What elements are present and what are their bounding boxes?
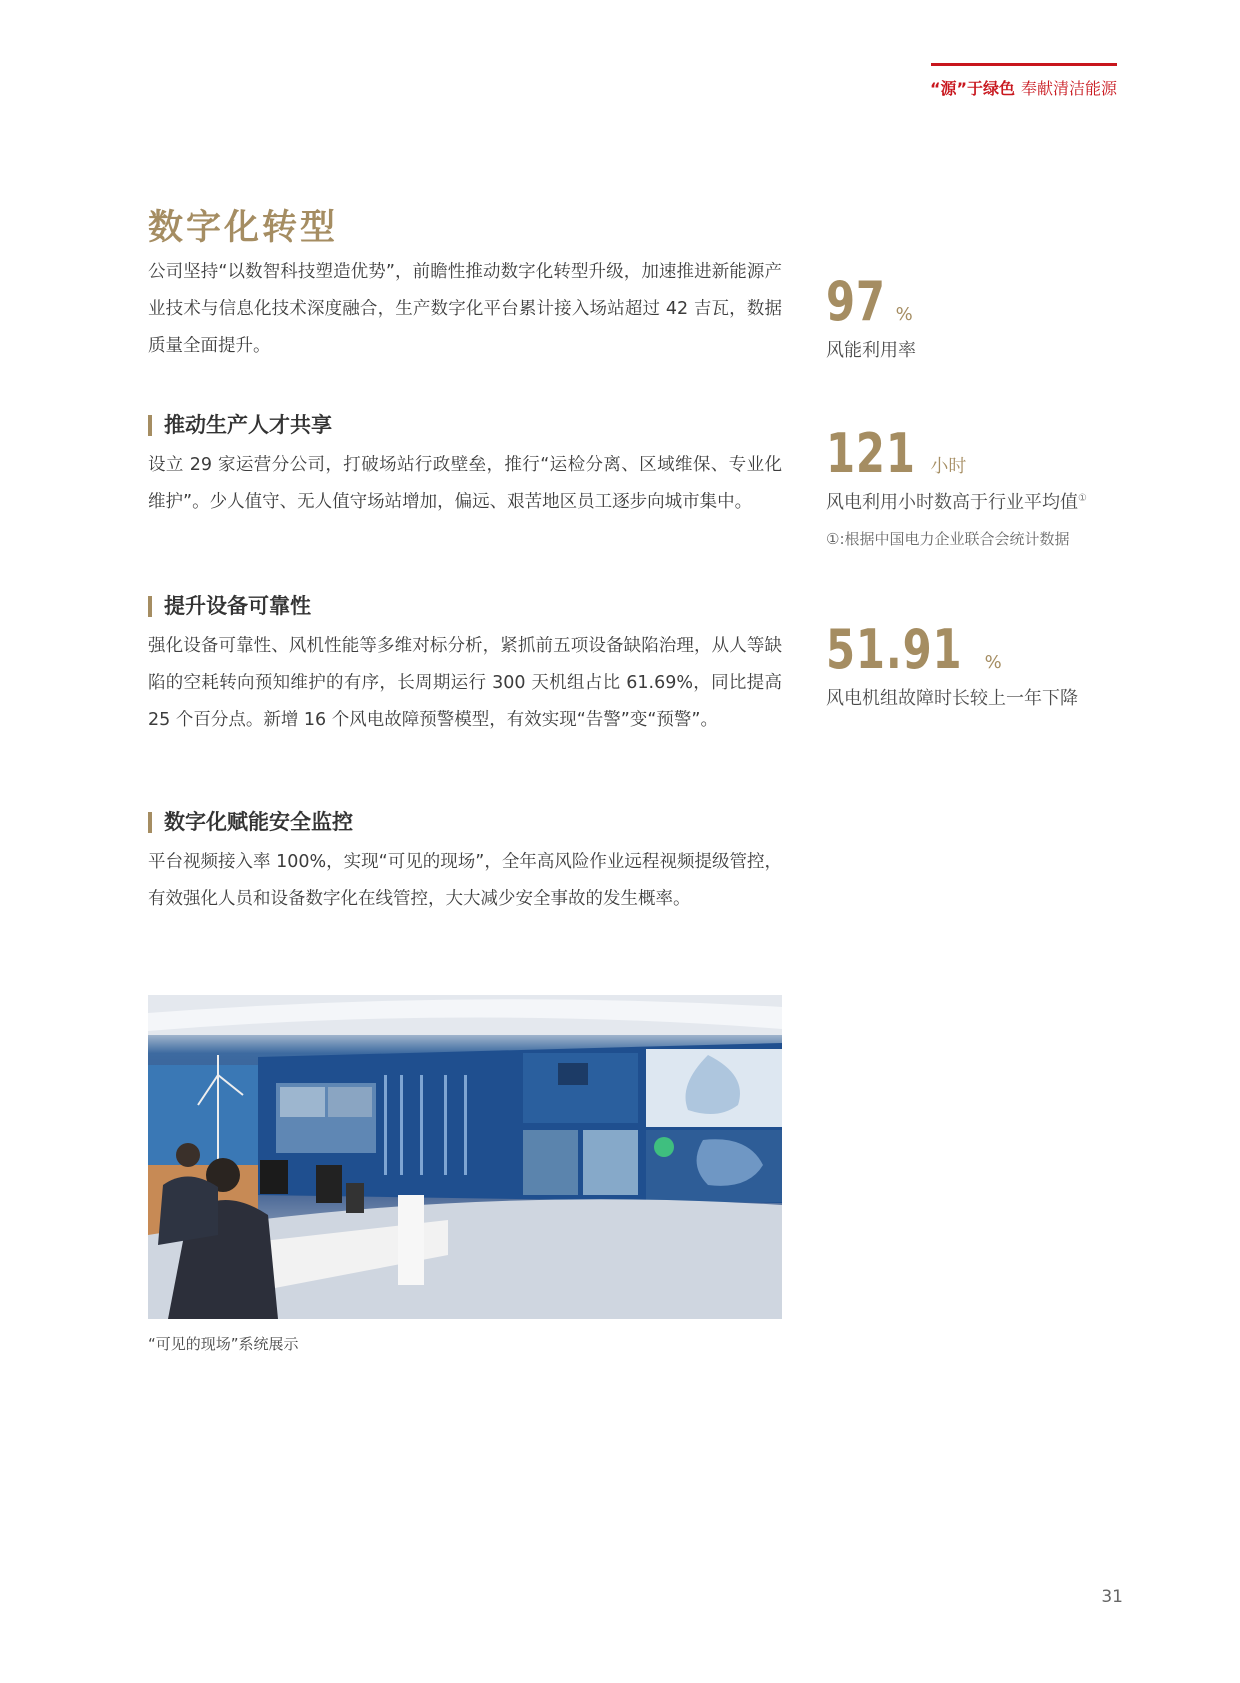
section-body-safety-monitoring: 平台视频接入率 100%，实现“可见的现场”，全年高风险作业远程视频提级管控，有效强化人员和设备数字化在线管控，大大减少安全事故的发生概率。	[148, 852, 782, 909]
running-header	[930, 76, 1117, 99]
page-title: 数字化转型	[148, 208, 339, 248]
running-header-part-b: 奉献清洁能源	[1020, 79, 1117, 98]
stat-unit: %	[984, 652, 1002, 673]
stat-label: 风能利用率	[826, 340, 916, 361]
stat-label: 风电利用小时数高于行业平均值	[826, 492, 1078, 513]
stat-label: 风电机组故障时长较上一年下降	[826, 688, 1078, 709]
stat-value: 121	[826, 422, 916, 485]
photo-caption: “可见的现场”系统展示	[148, 1335, 299, 1353]
section-heading-safety-monitoring: 数字化赋能安全监控	[148, 808, 353, 836]
stat-wind-utilization	[826, 272, 916, 362]
running-header-part-a: “源”于绿色	[929, 79, 1015, 98]
stat-utilization-hours	[826, 424, 1087, 549]
stat-fault-duration	[826, 620, 1078, 710]
header-rule	[931, 63, 1117, 66]
section-body-talent-sharing: 设立 29 家运营分公司，打破场站行政壁垒，推行“运检分离、区域维保、专业化维护”。少人值守、无人值守场站增加，偏远、艰苦地区员工逐步向城市集中。	[148, 455, 782, 512]
stat-footnote: ①:根据中国电力企业联合会统计数据	[826, 530, 1070, 548]
section-heading-reliability: 提升设备可靠性	[148, 592, 311, 620]
section-heading-talent-sharing: 推动生产人才共享	[148, 411, 332, 439]
section-body-reliability: 强化设备可靠性、风机性能等多维对标分析，紧抓前五项设备缺陷治理，从人等缺陷的空耗转向预知维护的有序，长周期运行 300 天机组占比 61.69%，同比提高 25 个百分点。新增 16 个风电故障预警模型，有效实现“告警”变“预警”。	[148, 636, 782, 730]
intro-paragraph: 公司坚持“以数智科技塑造优势”，前瞻性推动数字化转型升级，加速推进新能源产业技术与信息化技术深度融合，生产数字化平台累计接入场站超过 42 吉瓦，数据质量全面提升。	[148, 262, 782, 356]
footnote-mark: ①	[1078, 493, 1087, 504]
stat-unit: 小时	[930, 456, 967, 477]
stat-value: 97	[826, 270, 886, 333]
control-room-photo	[148, 995, 782, 1319]
page-number: 31	[1101, 1587, 1123, 1607]
stat-unit: %	[895, 304, 913, 325]
stat-value: 51.91	[826, 618, 963, 681]
control-room-illustration	[148, 995, 782, 1319]
